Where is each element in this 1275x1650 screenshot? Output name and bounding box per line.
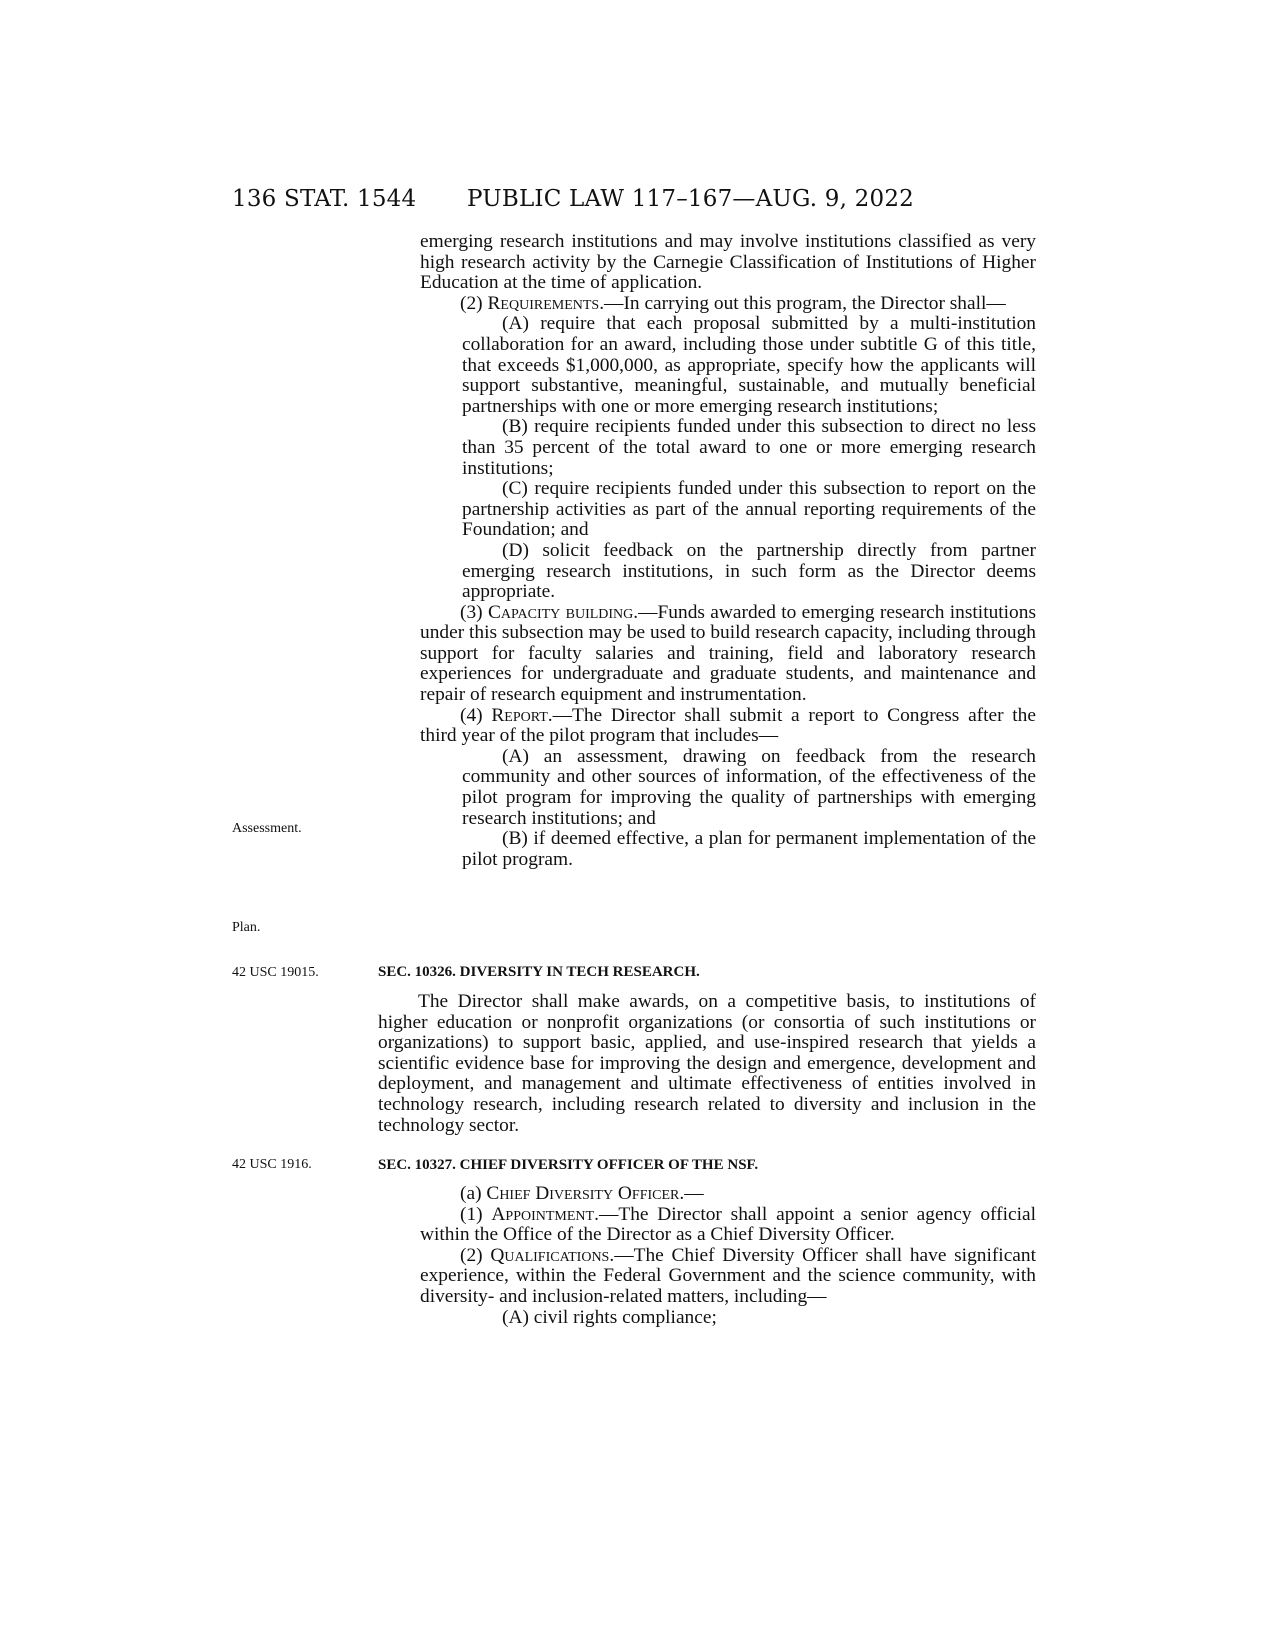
paragraph-text: .—The Director shall submit a report to Congress after the third year of the pilot program that includes— [420, 704, 1036, 747]
subsection-number: (a) [460, 1183, 482, 1204]
paragraph-number: (3) [460, 601, 483, 623]
subsection-a [420, 1184, 1036, 1205]
stat-page-number: 136 STAT. 1544 [232, 186, 417, 212]
subparagraph-c: (C) require recipients funded under this subsection to report on the partnership activities as part of the annual reporting requirements of the Foundation; and [462, 478, 1036, 541]
paragraph-heading: Qualifications [490, 1244, 610, 1266]
paragraph-2-requirements [420, 294, 1036, 315]
section-body-text [420, 232, 1036, 870]
paragraph-4-report [420, 706, 1036, 747]
section-10326-paragraph: The Director shall make awards, on a competitive basis, to institutions of higher education or nonprofit organizations (or consortia of such institutions or organizations) to support basic, applied, and use-inspired research that yields a scientific evidence base for improving the design and emergence, development and deployment, and management and ultimate effectiveness of entities involved in technology research, including research related to diversity and inclusion in the technology sector. [378, 991, 1036, 1136]
margin-note-usc-19015: 42 USC 19015. [232, 965, 319, 980]
subparagraph-4a: (A) an assessment, drawing on feedback from the research community and other sources of information, of the effectiveness of the pilot program for improving the quality of partnerships with emerging research institutions; and [462, 745, 1036, 829]
subparagraph-d: (D) solicit feedback on the partnership directly from partner emerging research institutions, in such form as the Director deems appropriate. [462, 539, 1036, 603]
paragraph-number: (2) [460, 292, 483, 314]
section-10327-heading: SEC. 10327. CHIEF DIVERSITY OFFICER OF THE NSF. [378, 1157, 759, 1173]
paragraph-number: (2) [460, 1244, 483, 1266]
margin-note-usc-1916: 42 USC 1916. [232, 1157, 312, 1172]
paragraph-heading: Requirements [487, 292, 600, 314]
paragraph-text: .—Funds awarded to emerging research institutions under this subsection may be used to build research capacity, including through support for faculty salaries and training, field and laboratory research experiences for undergraduate and graduate students, and maintenance and repair of research equipment and instrumentation. [420, 601, 1036, 706]
subparagraph-b: (B) require recipients funded under this subsection to direct no less than 35 percent of the total award to one or more emerging research institutions; [462, 416, 1036, 479]
subsection-text: .— [679, 1183, 704, 1204]
public-law-citation: PUBLIC LAW 117–167—AUG. 9, 2022 [467, 186, 914, 212]
section-10326-heading: SEC. 10326. DIVERSITY IN TECH RESEARCH. [378, 964, 700, 980]
paragraph-number: (1) [460, 1203, 483, 1225]
page-header [232, 186, 1032, 222]
paragraph-text: .—In carrying out this program, the Director shall— [599, 292, 1006, 314]
section-10326-body [378, 992, 1036, 1136]
margin-note-plan: Plan. [232, 920, 261, 935]
paragraph-heading: Capacity building [487, 601, 634, 623]
paragraph-text: .—The Chief Diversity Officer shall have significant experience, within the Federal Government and the science community, with diversity- and inclusion-related matters, including— [420, 1244, 1036, 1307]
paragraph-1-appointment [420, 1205, 1036, 1246]
paragraph-heading: Report [491, 704, 548, 726]
intro-paragraph: emerging research institutions and may involve institutions classified as very high research activity by the Carnegie Classification of Institutions of Higher Education at the time of application. [420, 231, 1036, 294]
subparagraph-a: (A) require that each proposal submitted by a multi-institution collaboration for an award, including those under subtitle G of this title, that exceeds $1,000,000, as appropriate, specify how the applicants will support substantive, meaningful, sustainable, and mutually beneficial partnerships with one or more emerging research institutions; [462, 313, 1036, 417]
section-10327-body [420, 1184, 1036, 1328]
paragraph-heading: Appointment [491, 1203, 595, 1225]
paragraph-text: .—The Director shall appoint a senior agency official within the Office of the Director as a Chief Diversity Officer. [420, 1203, 1036, 1246]
paragraph-2-qualifications [420, 1246, 1036, 1308]
subsection-heading: Chief Diversity Officer [486, 1183, 680, 1204]
subparagraph-4b: (B) if deemed effective, a plan for permanent implementation of the pilot program. [462, 828, 1036, 870]
margin-note-assessment: Assessment. [232, 821, 302, 836]
paragraph-3-capacity-building [420, 603, 1036, 706]
subparagraph-civil-rights: (A) civil rights compliance; [502, 1306, 717, 1328]
paragraph-number: (4) [460, 704, 483, 726]
